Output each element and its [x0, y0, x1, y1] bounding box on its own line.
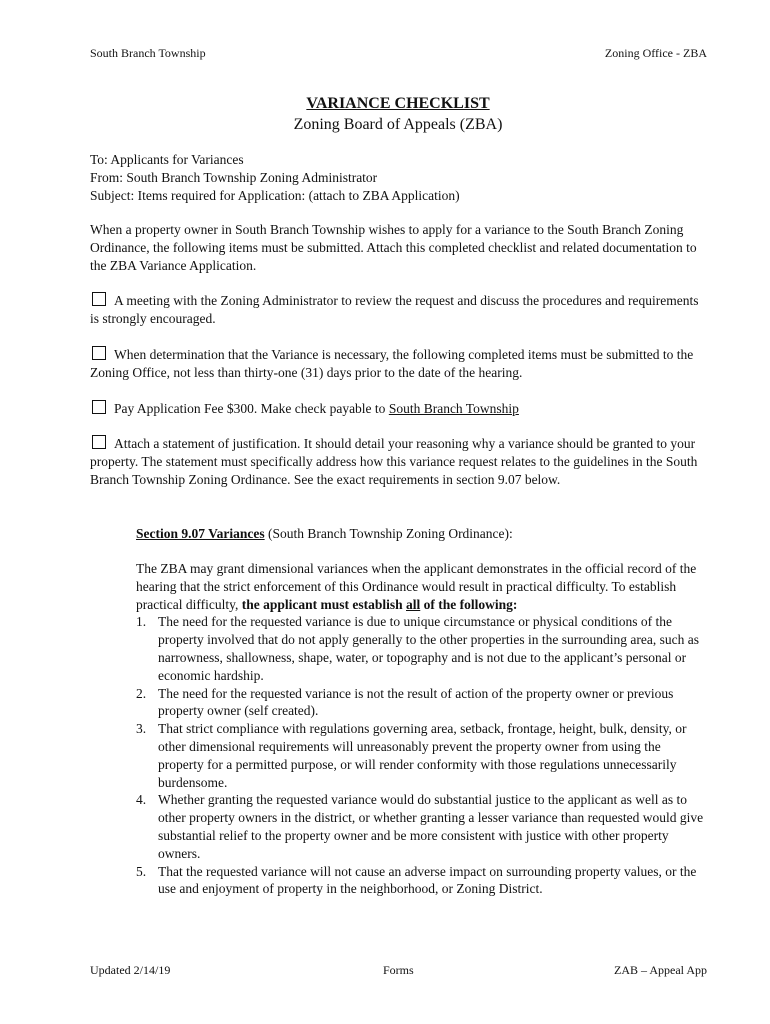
criteria-item: [136, 791, 706, 862]
checklist-item-determination-text: When determination that the Variance is necessary, the following completed items must be submitted to the Zoning Office, not less than thirty-one (31) days prior to the date of the hearing.: [90, 347, 694, 380]
criteria-number: 4.: [136, 792, 147, 808]
section-intro-bold-end: of the following:: [420, 596, 518, 612]
criteria-text: That the requested variance will not cause an adverse impact on surrounding property values, or the use and enjoyment of property in the neighborhood, or Zoning District.: [158, 863, 697, 897]
checkbox-fee[interactable]: [92, 400, 106, 414]
payee-name: South Branch Township: [388, 401, 519, 416]
checklist-item-fee: [90, 400, 710, 418]
section-intro-all: all: [406, 596, 421, 612]
criteria-number: 1.: [136, 614, 147, 630]
criteria-text: That strict compliance with regulations governing area, setback, frontage, height, bulk, density, or other dimensional requirements will unreasonably prevent the property owner from using the property for a permitted purpose, or will render conformity with those regulations unnecessarily burdensome.: [158, 721, 687, 790]
criteria-text: Whether granting the requested variance would do substantial justice to the applicant as well as to other property owners in the district, or whether granting a lesser variance than requested would give substantial relief to the property owner and be more consistent with justice with other property owners.: [158, 792, 704, 861]
criteria-number: 2.: [136, 685, 147, 701]
criteria-text: The need for the requested variance is not the result of action of the property owner or previous property owner (self created).: [158, 685, 674, 719]
criteria-item: [136, 863, 706, 899]
checklist-item-fee-text: Pay Application Fee $300. Make check payable to: [114, 401, 389, 416]
intro-paragraph: When a property owner in South Branch Township wishes to apply for a variance to the South Branch Zoning Ordinance, the following items must be submitted. Attach this completed checklist and related documentation to the ZBA Variance Application.: [90, 222, 697, 273]
footer-right: ZAB – Appeal App: [614, 963, 707, 977]
criteria-number: 5.: [136, 863, 147, 879]
checklist-item-determination: [90, 346, 710, 382]
section-heading-title: Section 9.07 Variances: [136, 526, 265, 541]
memo-to: To: Applicants for Variances: [90, 152, 244, 167]
criteria-text: The need for the requested variance is due to unique circumstance or physical conditions of the property involved that do not apply generally to the other properties in the surrounding area, such as narrowness, shallowness, shape, water, or topography and is not due to the applicant’s personal or economic hardship.: [158, 614, 699, 683]
memo-block: [90, 151, 710, 204]
checkbox-determination[interactable]: [92, 346, 106, 360]
section-intro-bold: the applicant must establish: [241, 596, 406, 612]
checklist-item-meeting-text: A meeting with the Zoning Administrator to review the request and discuss the procedures and requirements is strongly encouraged.: [90, 293, 699, 326]
checklist-item-justification: [90, 435, 710, 488]
section-heading: [136, 525, 706, 543]
criteria-item: [136, 720, 706, 791]
section-heading-note: (South Branch Township Zoning Ordinance):: [264, 526, 513, 541]
header-left: South Branch Township: [90, 46, 206, 60]
footer-center: Forms: [383, 963, 414, 977]
criteria-list: [136, 613, 706, 898]
document-subtitle: Zoning Board of Appeals (ZBA): [293, 116, 503, 133]
criteria-item: [136, 613, 706, 684]
section-body: [136, 560, 706, 898]
checklist-item-meeting: [90, 292, 710, 328]
criteria-item: [136, 685, 706, 721]
header-right: Zoning Office - ZBA: [604, 46, 707, 60]
footer-left: Updated 2/14/19: [90, 963, 171, 977]
checklist-item-justification-text: Attach a statement of justification. It should detail your reasoning why a variance should be granted to your property. The statement must specifically address how this variance request relates to the guidelines in the South Branch Township Zoning Ordinance. See the exact requirements in section 9.07 below.: [90, 436, 698, 487]
section-intro: [136, 560, 706, 613]
checkbox-meeting[interactable]: [92, 292, 106, 306]
checkbox-justification[interactable]: [92, 435, 106, 449]
section-intro-text: The ZBA may grant dimensional variances when the applicant demonstrates in the official record of the hearing that the strict enforcement of this Ordinance would result in practical difficulty. To establish practical difficulty,: [136, 561, 697, 612]
criteria-number: 3.: [136, 721, 147, 737]
memo-from: From: South Branch Township Zoning Administrator: [90, 169, 378, 185]
document-title: VARIANCE CHECKLIST: [306, 95, 490, 112]
memo-subject: Subject: Items required for Application: (attach to ZBA Application): [90, 187, 460, 203]
